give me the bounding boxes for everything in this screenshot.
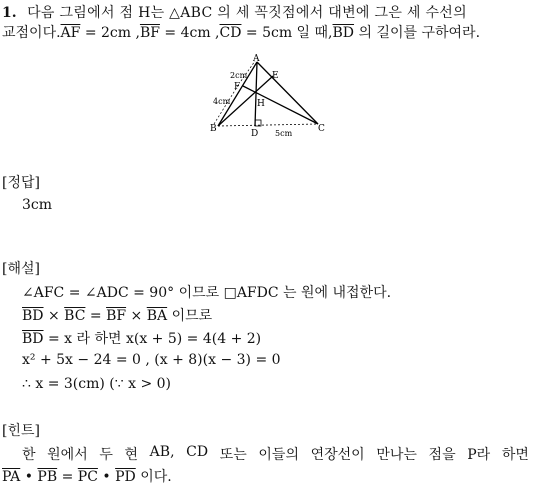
question-line-2	[2, 22, 480, 42]
seg-pd: $\overline{PD}$	[115, 469, 136, 485]
answer-value: 3cm	[22, 197, 53, 213]
times: ×	[43, 308, 65, 324]
segment-af: $\overline{AF}$	[60, 25, 81, 41]
altitude-ad	[255, 62, 257, 126]
question-suffix: 의 길이를 구하여라.	[354, 25, 481, 41]
explanation-header: [해설]	[2, 261, 40, 277]
seg-pc: $\overline{PC}$	[77, 469, 98, 485]
label-af-len: 2cm	[230, 71, 248, 80]
explanation-line-1: ∠AFC = ∠ADC = 90° 이므로 □AFDC 는 원에 내접한다.	[22, 285, 392, 301]
explanation-line-3	[22, 328, 261, 348]
dot: •	[20, 469, 38, 485]
side-bc	[218, 124, 318, 126]
question-line-1	[2, 2, 467, 22]
triangle-figure	[205, 54, 335, 144]
label-c: C	[318, 124, 325, 134]
hint-header: [힌트]	[2, 423, 40, 439]
question-text: 다음 그림에서 점 H는 △ABC 의 세 꼭짓점에서 대변에 그은 세 수선의	[27, 5, 467, 21]
seg-bc: $\overline{BC}$	[64, 308, 86, 324]
dot: •	[97, 469, 116, 485]
answer-header: [정답]	[2, 175, 40, 191]
hint-end: 이다.	[135, 469, 172, 485]
equals: =	[57, 469, 78, 485]
hint-line-1	[22, 444, 529, 464]
equals: =	[85, 308, 107, 324]
label-f: F	[234, 82, 241, 92]
label-h: H	[257, 99, 265, 109]
altitude-cf	[243, 86, 318, 124]
seg-bd-2: $\overline{BD}$	[22, 331, 44, 347]
hint-word: 또는	[219, 447, 247, 463]
hint-word: 점을	[428, 447, 456, 463]
af-value: = 2cm ,	[80, 25, 140, 41]
equation-setup: = x 라 하면 x(x + 5) = 4(4 + 2)	[43, 331, 262, 347]
seg-pa: $\overline{PA}$	[2, 469, 21, 485]
hint-line-2	[2, 466, 172, 486]
label-bf-len: 4cm	[213, 97, 231, 106]
segment-bf: $\overline{BF}$	[139, 25, 160, 41]
explanation-line-5: ∴ x = 3(cm) (∵ x > 0)	[22, 376, 171, 392]
hint-word: 연장선이	[310, 447, 365, 463]
seg-bf: $\overline{BF}$	[106, 308, 127, 324]
hint-word: 만나는	[376, 447, 417, 463]
label-a: A	[253, 54, 260, 64]
bf-value: = 4cm ,	[159, 25, 220, 41]
hint-word: 하면	[501, 447, 529, 463]
cd-value: = 5cm 일 때,	[241, 25, 333, 41]
seg-ba: $\overline{BA}$	[146, 308, 168, 324]
seg-pb: $\overline{PB}$	[37, 469, 58, 485]
hint-word: P라	[467, 447, 491, 463]
label-e: E	[272, 71, 279, 81]
times-2: ×	[126, 308, 147, 324]
question-prefix: 교점이다.	[2, 25, 61, 41]
hint-word: AB,	[149, 444, 175, 460]
question-number: 1.	[2, 5, 17, 21]
segment-cd: $\overline{CD}$	[219, 25, 242, 41]
hint-word: 이들의	[258, 447, 299, 463]
hint-word: 두	[99, 447, 113, 463]
hint-word: 현	[124, 447, 139, 463]
side-ac	[257, 62, 318, 124]
segment-bd: $\overline{BD}$	[332, 25, 355, 41]
hint-word: 한	[22, 447, 36, 463]
explanation-line-4: x² + 5x − 24 = 0 , (x + 8)(x − 3) = 0	[22, 352, 281, 368]
hint-word: CD	[186, 444, 209, 460]
label-d: D	[251, 129, 259, 139]
label-cd-len: 5cm	[275, 129, 293, 138]
therefore-text: 이므로	[167, 308, 213, 324]
seg-bd: $\overline{BD}$	[22, 308, 44, 324]
explanation-line-2	[22, 305, 212, 325]
hint-word: 원에서	[47, 447, 88, 463]
label-b: B	[210, 124, 217, 134]
